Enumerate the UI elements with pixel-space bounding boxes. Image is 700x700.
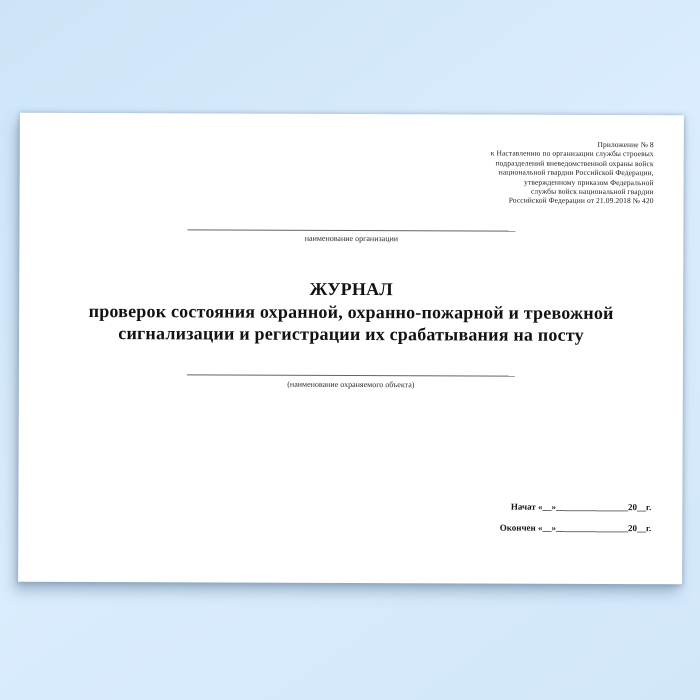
appendix-line: национальной гвардии Российской Федерации, [498, 167, 654, 178]
journal-subtitle-line: проверок состояния охранной, охранно-пожарной и тревожной [88, 300, 614, 323]
object-name-line [187, 374, 515, 376]
appendix-line: Приложение № 8 [597, 139, 654, 150]
dates-block [500, 497, 652, 540]
object-name-caption: (наименование охраняемого объекта) [287, 379, 415, 390]
journal-subtitle-line: сигнализации и регистрации их срабатывания на посту [118, 323, 584, 345]
appendix-line: подразделений вневедомственной охраны войск [495, 158, 654, 168]
appendix-line: службы войск национальной гвардии [530, 186, 654, 197]
appendix-reference-block [491, 140, 654, 206]
organization-name-caption: наименование организации [304, 233, 399, 244]
date-started-line: Начат «__»________________20__г. [510, 501, 652, 513]
title-block [19, 277, 683, 347]
appendix-line: к Наставлению по организации службы строевых [490, 148, 654, 159]
date-finished-line: Окончен «__»________________20__г. [499, 522, 652, 534]
appendix-line: утвержденному приказом Федеральной [524, 177, 654, 187]
organization-name-line [187, 229, 515, 231]
journal-title: ЖУРНАЛ [309, 278, 393, 300]
appendix-line: Российской Федерации от 21.09.2018 № 420 [508, 196, 654, 206]
journal-cover-page [18, 113, 684, 585]
